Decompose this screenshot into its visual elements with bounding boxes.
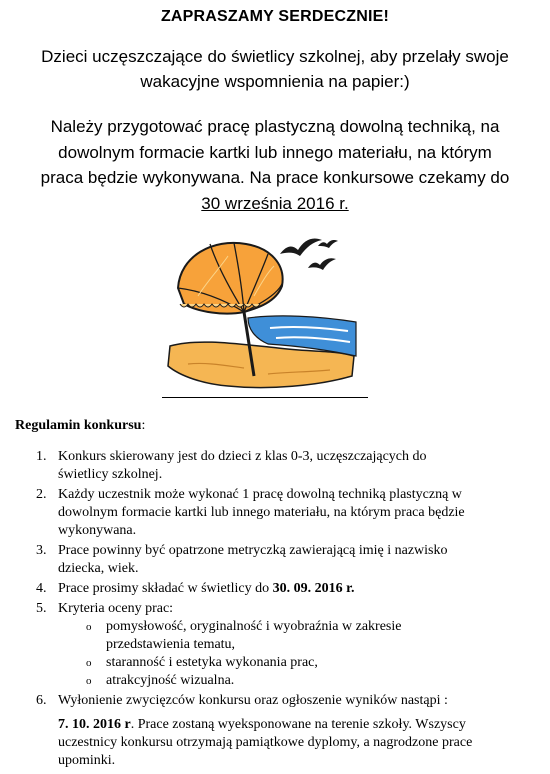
instructions-paragraph bbox=[8, 114, 542, 216]
rule-text-line: wykonywana. bbox=[58, 523, 137, 538]
rule-item-1 bbox=[14, 448, 534, 484]
rule-text-line: dziecka, wiek. bbox=[58, 561, 139, 576]
results-paragraph bbox=[58, 716, 538, 770]
results-line-2: uczestnicy konkursu otrzymają pamiątkowe dyplomy, a nagrodzone prace bbox=[58, 735, 473, 750]
rule-number: 2. bbox=[36, 487, 47, 502]
rule-text: Prace prosimy składać w świetlicy do bbox=[58, 581, 273, 596]
rule-number: 5. bbox=[36, 601, 47, 616]
results-date-bold: 7. 10. 2016 r bbox=[58, 717, 131, 732]
rule-text-line: Każdy uczestnik może wykonać 1 pracę dowolną techniką plastyczną w bbox=[58, 487, 462, 502]
criteria-text: pomysłowość, oryginalność i wyobraźnia w zakresie bbox=[106, 619, 402, 634]
results-line-3: upominki. bbox=[58, 753, 116, 768]
beach-umbrella-illustration bbox=[158, 226, 358, 396]
criteria-item bbox=[58, 654, 534, 672]
rule-number: 6. bbox=[36, 693, 47, 708]
instructions-line-3: praca będzie wykonywana. Na prace konkursowe czekamy do bbox=[40, 168, 510, 187]
deadline-date: 30 września 2016 r. bbox=[201, 193, 349, 213]
rule-text: Wyłonienie zwycięzców konkursu oraz ogłoszenie wyników nastąpi : bbox=[58, 693, 448, 708]
rule-item-4 bbox=[14, 580, 534, 598]
criteria-text: atrakcyjność wizualna. bbox=[106, 673, 235, 688]
rule-text-line: Konkurs skierowany jest do dzieci z klas 0-3, uczęszczających do bbox=[58, 449, 427, 464]
rules-heading-colon: : bbox=[141, 418, 146, 433]
rules-heading bbox=[15, 418, 145, 434]
rule-number: 3. bbox=[36, 543, 47, 558]
rule-item-5 bbox=[14, 600, 534, 690]
page-title: ZAPRASZAMY SERDECZNIE! bbox=[160, 8, 390, 25]
rules-list bbox=[14, 448, 534, 710]
rule-date-bold: 30. 09. 2016 r. bbox=[272, 581, 355, 596]
criteria-list bbox=[58, 618, 534, 690]
rule-text-line: dowolnym formacie kartki lub innego materiału, na którym praca będzie bbox=[58, 505, 465, 520]
divider-line bbox=[162, 397, 368, 398]
rule-item-3 bbox=[14, 542, 534, 578]
instructions-line-2: dowolnym formacie kartki lub innego materiału, na którym bbox=[58, 142, 492, 162]
rule-item-2 bbox=[14, 486, 534, 540]
intro-paragraph bbox=[14, 44, 536, 94]
umbrella-canopy bbox=[178, 243, 283, 314]
rules-heading-label: Regulamin konkursu bbox=[15, 418, 142, 433]
instructions-line-1: Należy przygotować pracę plastyczną dowolną techniką, na bbox=[50, 117, 500, 136]
rule-item-6 bbox=[14, 692, 534, 710]
rule-text: Kryteria oceny prac: bbox=[58, 601, 174, 616]
rule-number: 1. bbox=[36, 449, 47, 464]
rule-number: 4. bbox=[36, 581, 47, 596]
criteria-item bbox=[58, 618, 534, 654]
intro-line-1: Dzieci uczęszczające do świetlicy szkolnej, aby przelały swoje bbox=[41, 47, 509, 66]
criteria-text: przedstawienia tematu, bbox=[106, 637, 236, 652]
criteria-text: staranność i estetyka wykonania prac, bbox=[106, 655, 318, 670]
bullet-icon: o bbox=[86, 657, 92, 669]
rule-text-line: świetlicy szkolnej. bbox=[58, 467, 163, 482]
seagulls-icon bbox=[280, 238, 338, 270]
rule-text-line: Prace powinny być opatrzone metryczką zawierającą imię i nazwisko bbox=[58, 543, 448, 558]
results-line-1: . Prace zostaną wyeksponowane na terenie szkoły. Wszyscy bbox=[130, 717, 466, 732]
criteria-item bbox=[58, 672, 534, 690]
intro-line-2: wakacyjne wspomnienia na papier:) bbox=[140, 72, 410, 91]
bullet-icon: o bbox=[86, 675, 92, 687]
bullet-icon: o bbox=[86, 621, 92, 633]
